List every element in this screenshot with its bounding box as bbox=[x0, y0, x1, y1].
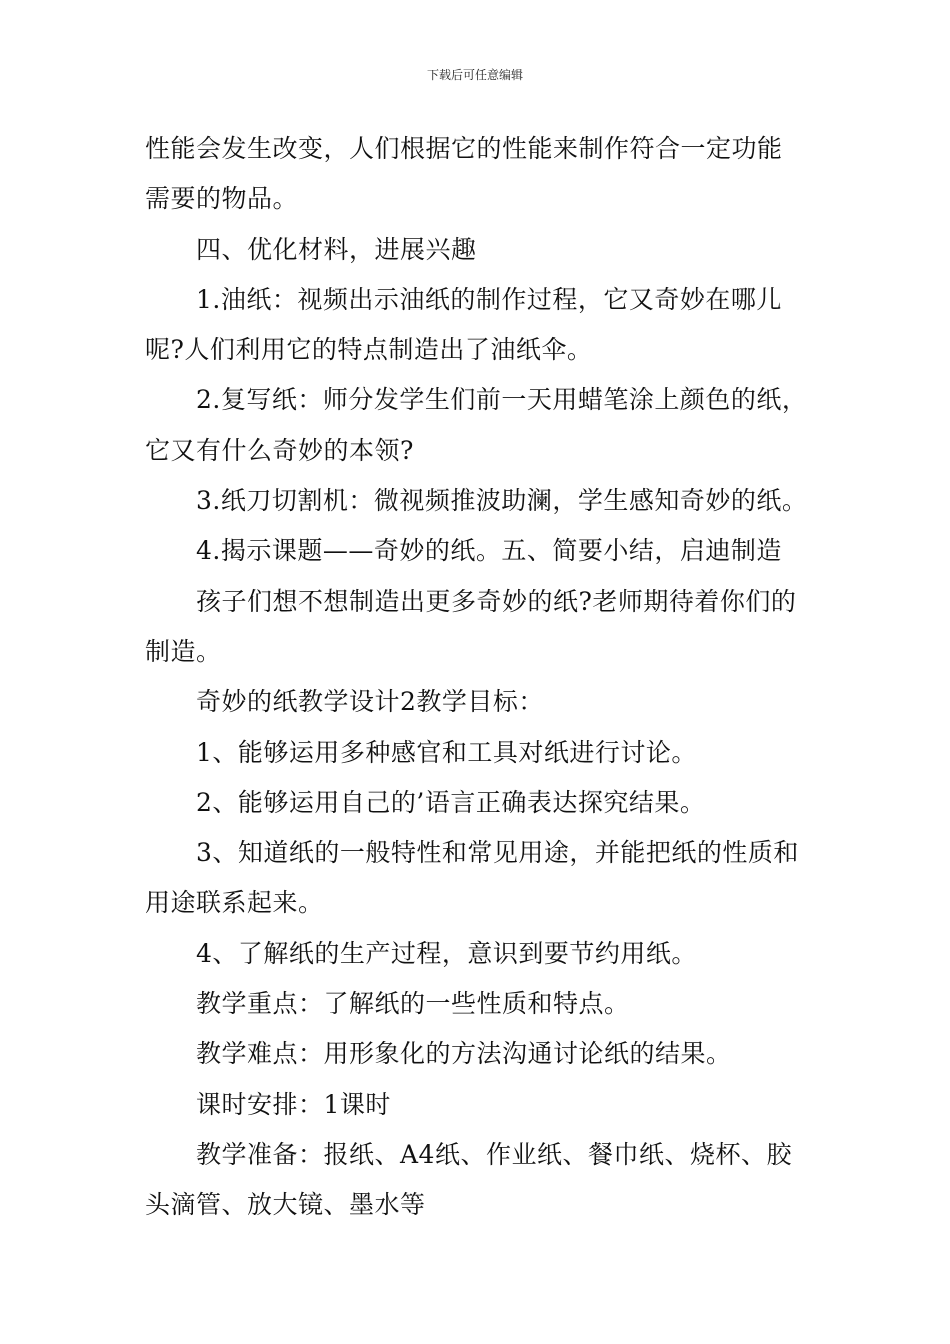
list-item: 3、知道纸的一般特性和常见用途，并能把纸的性质和 bbox=[196, 838, 799, 868]
paragraph-line: 教学重点：了解纸的一些性质和特点。 bbox=[196, 989, 630, 1019]
list-item: 1、能够运用多种感官和工具对纸进行讨论。 bbox=[196, 737, 697, 767]
paragraph-line: 制造。 bbox=[145, 636, 222, 666]
paragraph-line: 呢?人们利用它的特点制造出了油纸伞。 bbox=[145, 335, 593, 365]
paragraph-line: 孩子们想不想制造出更多奇妙的纸?老师期待着你们的 bbox=[196, 586, 797, 616]
page-header: 下载后可任意编辑 bbox=[426, 68, 523, 82]
paragraph-line: 教学准备：报纸、A4纸、作业纸、餐巾纸、烧杯、胶 bbox=[196, 1139, 792, 1169]
section-heading: 奇妙的纸教学设计2教学目标： bbox=[196, 687, 544, 717]
list-item: 2、能够运用自己的’语言正确表达探究结果。 bbox=[196, 787, 706, 817]
paragraph-line: 1.油纸：视频出示油纸的制作过程，它又奇妙在哪儿 bbox=[196, 284, 782, 314]
paragraph-line: 教学难点：用形象化的方法沟通讨论纸的结果。 bbox=[196, 1039, 732, 1069]
paragraph-line: 它又有什么奇妙的本领? bbox=[145, 435, 414, 465]
document-body bbox=[145, 124, 815, 1231]
paragraph-line: 性能会发生改变，人们根据它的性能来制作符合一定功能 bbox=[145, 134, 783, 163]
paragraph-line: 需要的物品。 bbox=[145, 184, 299, 214]
paragraph-line: 头滴管、放大镜、墨水等 bbox=[145, 1190, 426, 1220]
list-item: 4、了解纸的生产过程，意识到要节约用纸。 bbox=[196, 938, 697, 968]
paragraph-line: 课时安排：1课时 bbox=[196, 1089, 391, 1119]
paragraph-line: 2.复写纸：师分发学生们前一天用蜡笔涂上颜色的纸， bbox=[196, 385, 808, 415]
paragraph-line: 3.纸刀切割机：微视频推波助澜，学生感知奇妙的纸。 bbox=[196, 486, 808, 516]
paragraph-line: 4.揭示课题——奇妙的纸。五、简要小结，启迪制造 bbox=[196, 536, 782, 566]
list-item-continuation: 用途联系起来。 bbox=[145, 888, 324, 918]
section-heading: 四、优化材料，进展兴趣 bbox=[196, 234, 477, 264]
